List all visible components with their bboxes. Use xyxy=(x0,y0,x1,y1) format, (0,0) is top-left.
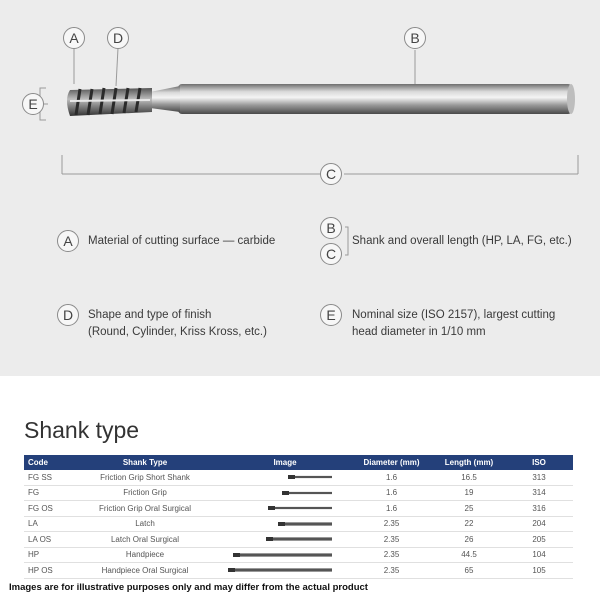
cell-iso: 316 xyxy=(505,501,573,517)
cell-shank-type: Friction Grip Oral Surgical xyxy=(70,501,220,517)
bur-thumbnail xyxy=(224,563,354,577)
cell-length: 44.5 xyxy=(433,547,505,563)
cell-code: LA xyxy=(24,516,70,532)
cell-image xyxy=(220,470,350,485)
bur-thumbnail xyxy=(224,532,354,546)
table-row xyxy=(24,547,573,563)
cell-iso: 105 xyxy=(505,563,573,579)
table-header-row xyxy=(24,455,573,470)
cell-length: 22 xyxy=(433,516,505,532)
cell-diameter: 1.6 xyxy=(350,470,433,485)
legend-e-text xyxy=(352,307,555,341)
legend-d-letter: D xyxy=(57,304,79,326)
cell-code: FG xyxy=(24,485,70,501)
legend-d-line1: Shape and type of finish xyxy=(88,309,212,321)
bur-thumbnail xyxy=(224,486,354,500)
cell-image xyxy=(220,501,350,517)
legend-d-line2: (Round, Cylinder, Kriss Kross, etc.) xyxy=(88,326,267,338)
header-diameter: Diameter (mm) xyxy=(350,455,433,470)
cell-diameter: 1.6 xyxy=(350,485,433,501)
legend-a-letter: A xyxy=(57,230,79,252)
cell-code: HP OS xyxy=(24,563,70,579)
legend-bc-bracket xyxy=(344,226,352,256)
cell-length: 19 xyxy=(433,485,505,501)
cell-image xyxy=(220,563,350,579)
cell-code: FG OS xyxy=(24,501,70,517)
table-row xyxy=(24,532,573,548)
cell-diameter: 2.35 xyxy=(350,563,433,579)
cell-length: 26 xyxy=(433,532,505,548)
cell-image xyxy=(220,532,350,548)
label-b: B xyxy=(404,27,426,49)
bur-thumbnail xyxy=(224,470,354,484)
label-d: D xyxy=(107,27,129,49)
cell-shank-type: Latch xyxy=(70,516,220,532)
cell-code: HP xyxy=(24,547,70,563)
label-c: C xyxy=(320,163,342,185)
section-title: Shank type xyxy=(24,417,140,443)
header-code: Code xyxy=(24,455,70,470)
cell-shank-type: Latch Oral Surgical xyxy=(70,532,220,548)
header-image: Image xyxy=(220,455,350,470)
table-row xyxy=(24,563,573,579)
cell-diameter: 2.35 xyxy=(350,532,433,548)
legend-e-line1: Nominal size (ISO 2157), largest cutting xyxy=(352,309,556,321)
bur-thumbnail xyxy=(224,548,354,562)
legend-d-text xyxy=(88,307,267,341)
cell-iso: 104 xyxy=(505,547,573,563)
cell-code: FG SS xyxy=(24,470,70,485)
cell-length: 16.5 xyxy=(433,470,505,485)
legend-c-letter: C xyxy=(320,243,342,265)
label-e: E xyxy=(22,93,44,115)
table-row xyxy=(24,485,573,501)
cell-iso: 205 xyxy=(505,532,573,548)
table-row xyxy=(24,470,573,485)
cell-shank-type: Handpiece xyxy=(70,547,220,563)
bur-thumbnail xyxy=(224,517,354,531)
cell-diameter: 2.35 xyxy=(350,547,433,563)
cell-image xyxy=(220,516,350,532)
table-row xyxy=(24,516,573,532)
header-shank-type: Shank Type xyxy=(70,455,220,470)
cell-length: 25 xyxy=(433,501,505,517)
cell-iso: 313 xyxy=(505,470,573,485)
footnote: Images are for illustrative purposes only and may differ from the actual product xyxy=(9,582,368,593)
cell-iso: 204 xyxy=(505,516,573,532)
cell-image xyxy=(220,485,350,501)
cell-shank-type: Handpiece Oral Surgical xyxy=(70,563,220,579)
cell-diameter: 2.35 xyxy=(350,516,433,532)
cell-diameter: 1.6 xyxy=(350,501,433,517)
cell-image xyxy=(220,547,350,563)
legend-a-text: Material of cutting surface — carbide xyxy=(88,235,276,247)
legend-b-letter: B xyxy=(320,217,342,239)
legend-bc-text: Shank and overall length (HP, LA, FG, etc.) xyxy=(352,235,572,247)
header-iso: ISO xyxy=(505,455,573,470)
header-length: Length (mm) xyxy=(433,455,505,470)
legend-e-letter: E xyxy=(320,304,342,326)
cell-code: LA OS xyxy=(24,532,70,548)
bur-thumbnail xyxy=(224,501,354,515)
label-a: A xyxy=(63,27,85,49)
cell-shank-type: Friction Grip Short Shank xyxy=(70,470,220,485)
cell-shank-type: Friction Grip xyxy=(70,485,220,501)
shank-type-table xyxy=(24,455,573,579)
cell-length: 65 xyxy=(433,563,505,579)
table-row xyxy=(24,501,573,517)
cell-iso: 314 xyxy=(505,485,573,501)
legend-e-line2: head diameter in 1/10 mm xyxy=(352,326,486,338)
